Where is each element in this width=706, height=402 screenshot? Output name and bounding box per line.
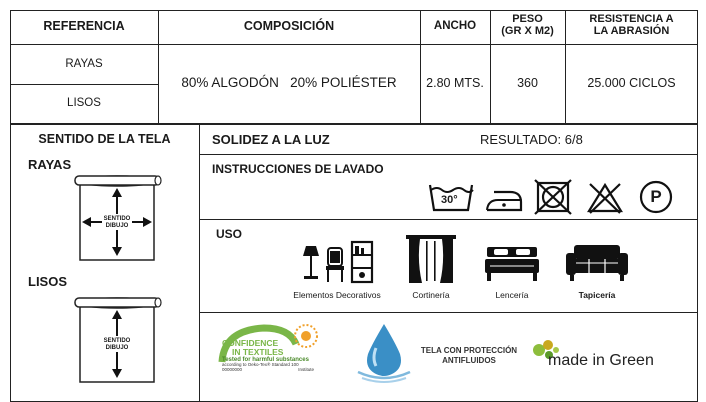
table-header-divider <box>10 44 698 45</box>
professional-clean-letter: P <box>650 187 662 206</box>
arrow-text-rayas-line2: DIBUJO <box>105 223 129 230</box>
header-ancho: ANCHO <box>433 20 477 32</box>
oeko-line2: IN TEXTILES <box>232 346 284 357</box>
table-ref-divider <box>10 84 158 85</box>
uso-item-tapiceria: Tapicería <box>578 290 616 300</box>
curtains-icon <box>406 233 456 285</box>
ancho-value: 2.80 MTS. <box>426 76 484 90</box>
ref-lisos: LISOS <box>67 97 101 109</box>
proteccion-line1: TELA CON PROTECCIÓN <box>420 346 518 355</box>
decorative-elements-icon <box>300 238 376 286</box>
arrow-text-rayas-line1: SENTIDO <box>103 216 131 222</box>
uso-item-decorativos: Elementos Decorativos <box>293 290 381 300</box>
composicion-value: 80% ALGODÓN 20% POLIÉSTER <box>181 75 397 90</box>
arrow-text-rayas <box>102 216 132 230</box>
water-drop-icon <box>356 322 412 382</box>
uso-divider <box>199 312 698 313</box>
lavado-divider <box>199 219 698 220</box>
uso-item-lenceria: Lencería <box>495 290 529 300</box>
made-in-green-text: made in Green <box>548 352 654 369</box>
peso-value: 360 <box>517 76 538 90</box>
arrow-text-lisos <box>102 338 132 352</box>
lower-divider <box>199 124 200 402</box>
header-resistencia <box>565 14 698 37</box>
header-peso-line1: PESO <box>512 13 543 25</box>
oeko-number: 00000000 <box>222 366 243 372</box>
solidez-divider <box>199 154 698 155</box>
sentido-title: SENTIDO DE LA TELA <box>38 132 171 146</box>
resistencia-value: 25.000 CICLOS <box>587 76 676 90</box>
header-peso-line2: (GR X M2) <box>501 24 554 37</box>
header-composicion: COMPOSICIÓN <box>243 19 335 33</box>
arrow-text-lisos-line2: DIBUJO <box>105 345 129 352</box>
header-referencia: REFERENCIA <box>43 19 125 33</box>
solidez-result: RESULTADO: 6/8 <box>480 132 583 147</box>
oeko-line3: Tested for harmful substances <box>222 356 309 363</box>
header-resistencia-line2: LA ABRASIÓN <box>593 24 670 37</box>
lavado-label: INSTRUCCIONES DE LAVADO <box>212 162 384 176</box>
ref-rayas: RAYAS <box>65 58 103 70</box>
oeko-line1: CONFIDENCE <box>222 338 279 348</box>
wash-temperature: 30° <box>441 194 458 206</box>
oeko-footer <box>222 368 314 373</box>
header-resistencia-line1: RESISTENCIA A <box>589 13 674 25</box>
uso-label: USO <box>216 227 243 241</box>
proteccion-text <box>414 346 524 367</box>
lisos-label: LISOS <box>28 274 68 289</box>
sofa-icon <box>566 243 628 283</box>
oeko-institute: Institute <box>298 366 314 372</box>
oeko-text <box>222 339 322 373</box>
oeko-line4: according to Oeko-Tex® Standard 100 <box>222 362 299 368</box>
iron-low-icon <box>484 186 524 214</box>
header-peso <box>490 14 565 37</box>
proteccion-line2: ANTIFLUIDOS <box>442 356 496 366</box>
arrow-text-lisos-line1: SENTIDO <box>103 338 131 344</box>
no-tumble-dry-icon <box>535 180 571 214</box>
bed-icon <box>484 243 540 283</box>
solidez-label: SOLIDEZ A LA LUZ <box>212 132 330 147</box>
no-bleach-icon <box>587 182 623 214</box>
uso-item-cortineria: Cortinería <box>412 290 450 300</box>
rayas-label: RAYAS <box>28 157 72 172</box>
